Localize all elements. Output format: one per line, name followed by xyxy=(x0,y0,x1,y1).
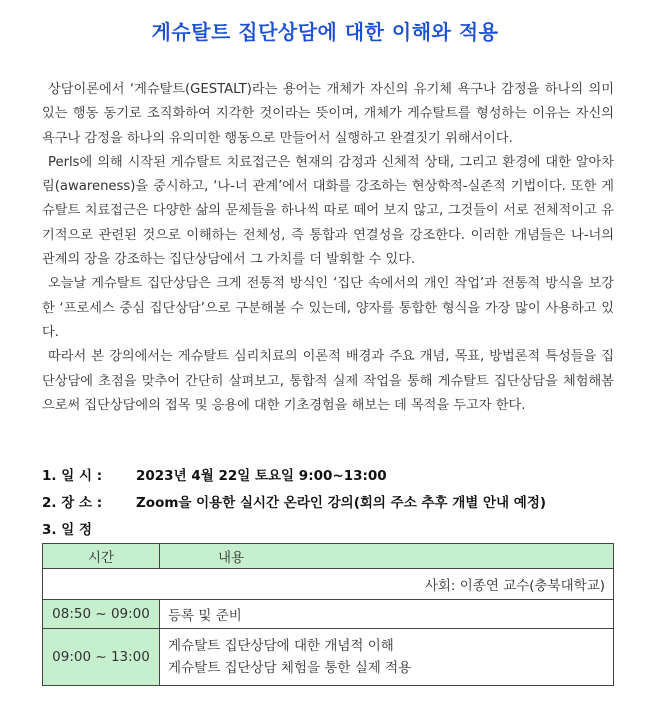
table-row xyxy=(43,629,614,686)
paragraph-group-methods: 오늘날 게슈탈트 집단상담은 크게 전통적 방식인 ‘집단 속에서의 개인 작업’과 전통적 방식을 보강한 ‘프로세스 중심 집단상담’으로 구분해볼 수 있는데, 양자를 통합한 형식을 가장 많이 사용하고 있다. xyxy=(42,276,614,340)
content-cell xyxy=(160,629,614,686)
header-content: 내용 xyxy=(160,544,614,569)
content-line: 게슈탈트 집단상담 체험을 통한 실제 적용 xyxy=(168,660,412,676)
schedule-label: 3. 일 정 xyxy=(42,522,93,538)
page-title: 게슈탈트 집단상담에 대한 이해와 적용 xyxy=(151,20,499,44)
place-value: Zoom을 이용한 실시간 온라인 강의(회의 주소 추후 개별 안내 예정) xyxy=(136,495,547,511)
content-cell: 등록 및 준비 xyxy=(160,600,614,629)
table-header-row xyxy=(43,544,614,569)
info-schedule-heading xyxy=(42,518,622,538)
time-cell: 09:00 ~ 13:00 xyxy=(43,629,160,686)
place-label: 2. 장 소 : xyxy=(42,495,103,511)
intro-text xyxy=(42,78,614,418)
table-row-moderator xyxy=(43,569,614,600)
paragraph-course-purpose: 따라서 본 강의에서는 게슈탈트 심리치료의 이론적 배경과 주요 개념, 목표, 방법론적 특성들을 집단상담에 초점을 맞추어 간단히 살펴보고, 통합적 실제 작업을 통해 게슈탈트 집단상담을 체험해봄으로써 집단상담에의 접목 및 응용에 대한 기초경험을 해보는 데 목적을 두고자 한다. xyxy=(42,349,614,413)
paragraph-perls-approach: Perls에 의해 시작된 게슈탈트 치료접근은 현재의 감정과 신체적 상태, 그리고 환경에 대한 알아차림(awareness)을 중시하고, ‘나-너 관계’에서 대화를 강조하는 현상학적-실존적 기법이다. 또한 게슈탈트 치료접근은 다양한 삶의 문제들을 하나씩 따로 떼어 보지 않고, 그것들이 서로 전체적이고 유기적으로 관련된 것으로 이해하는 전체성, 즉 통합과 연결성을 강조한다. 이러한 개념들은 나-너의 관계의 장을 강조하는 집단상담에서 그 가치를 더 발휘할 수 있다. xyxy=(42,154,614,268)
content-line: 게슈탈트 집단상담에 대한 개념적 이해 xyxy=(168,638,394,654)
paragraph-gestalt-definition: 상담이론에서 ‘게슈탈트(GESTALT)라는 용어는 개체가 자신의 유기체 욕구나 감정을 하나의 의미 있는 행동 동기로 조직화하여 지각한 것이라는 뜻이며, 개체가 게슈탈트를 형성하는 이유는 자신의 욕구나 감정을 하나의 유의미한 행동으로 만들어서 실행하고 완결짓기 위해서이다. xyxy=(42,82,614,146)
header-time: 시간 xyxy=(43,544,160,569)
date-label: 1. 일 시 : xyxy=(42,468,103,484)
table-row xyxy=(43,600,614,629)
schedule-table xyxy=(42,543,614,686)
info-date xyxy=(42,464,622,484)
moderator-cell: 사회: 이종연 교수(충북대학교) xyxy=(43,569,614,600)
time-cell: 08:50 ~ 09:00 xyxy=(43,600,160,629)
info-place xyxy=(42,491,622,511)
date-value: 2023년 4월 22일 토요일 9:00~13:00 xyxy=(136,468,387,484)
